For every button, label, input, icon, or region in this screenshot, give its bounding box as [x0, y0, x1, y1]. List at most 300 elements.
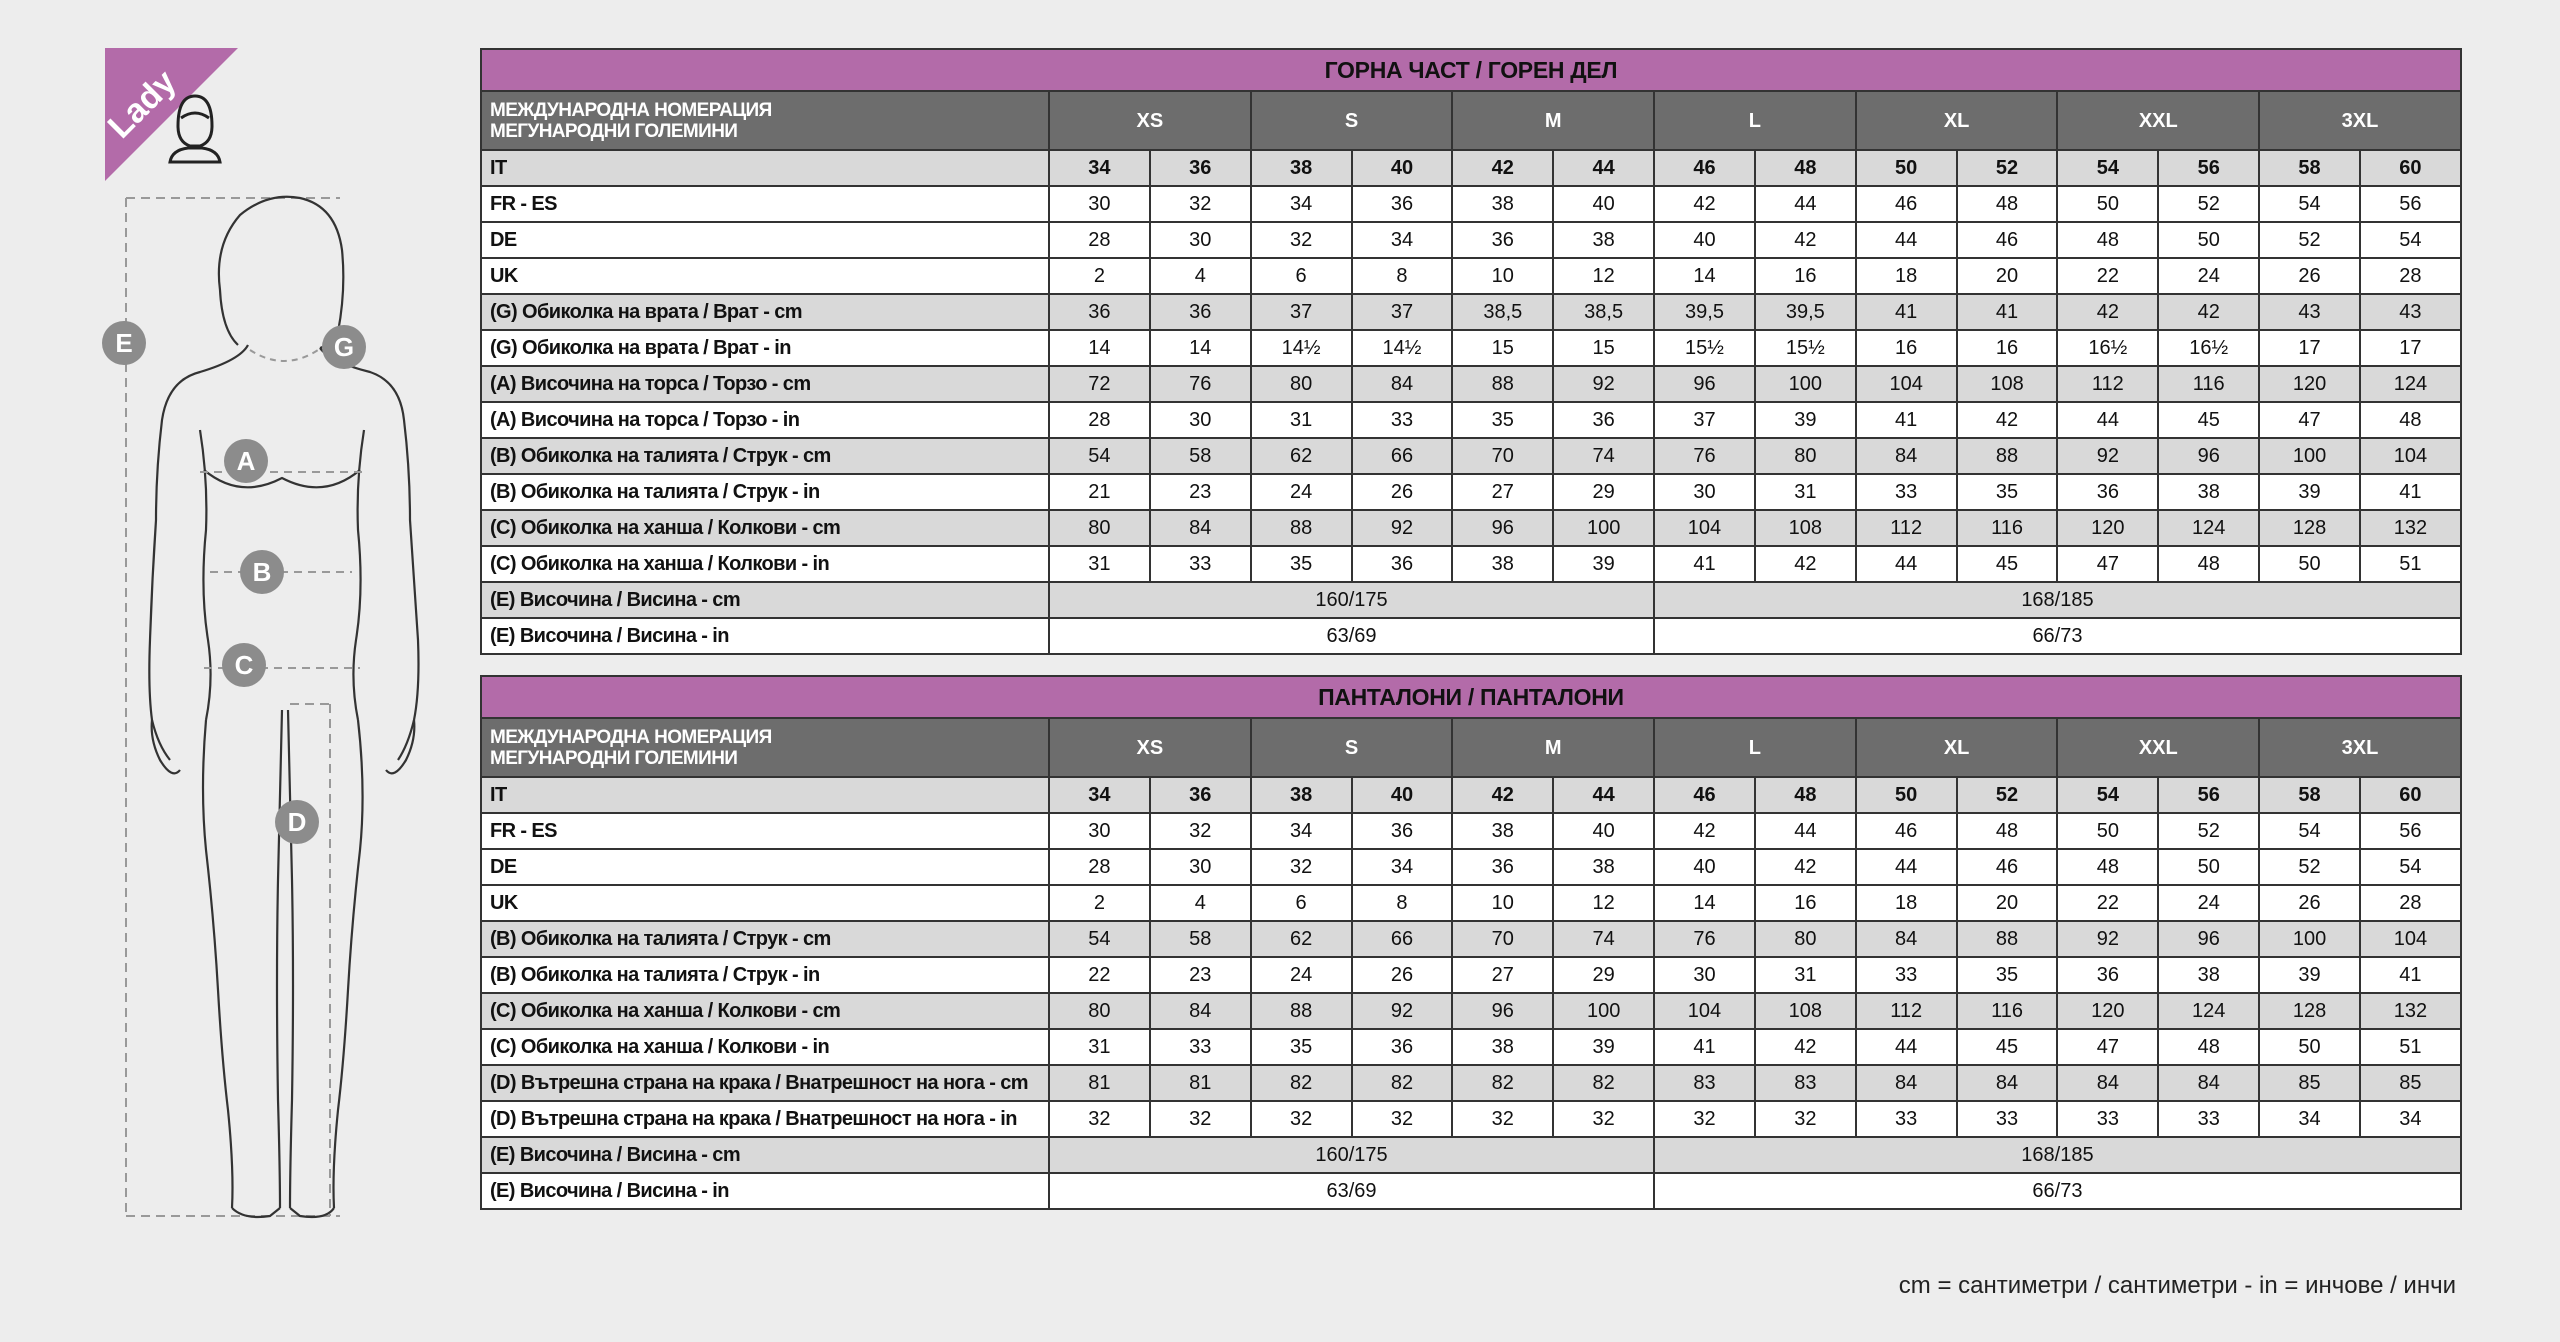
- table-cell: 2: [1049, 258, 1150, 294]
- size-tables: [480, 48, 2460, 1210]
- table-cell: 36: [1352, 186, 1453, 222]
- table-cell: 26: [1352, 957, 1453, 993]
- table-row: [481, 294, 2461, 330]
- table-cell: 81: [1150, 1065, 1251, 1101]
- table-cell: 66/73: [1654, 1173, 2461, 1209]
- table-cell: 104: [1654, 993, 1755, 1029]
- table-cell: 28: [1049, 222, 1150, 258]
- row-label: (A) Височина на торса / Торзо - in: [481, 402, 1049, 438]
- table-cell: 14½: [1251, 330, 1352, 366]
- table-cell: 14: [1150, 330, 1251, 366]
- table-row: [481, 1065, 2461, 1101]
- svg-text:D: D: [287, 807, 307, 837]
- table-cell: 108: [1957, 366, 2058, 402]
- table-cell: 52: [1957, 150, 2058, 186]
- table-cell: 38: [1553, 849, 1654, 885]
- table-cell: 56: [2158, 150, 2259, 186]
- size-xxl: XXL: [2057, 718, 2259, 777]
- table-cell: 15½: [1654, 330, 1755, 366]
- table-cell: 83: [1755, 1065, 1856, 1101]
- table-cell: 14: [1654, 258, 1755, 294]
- row-label: (E) Височина / Висина - in: [481, 1173, 1049, 1209]
- table-cell: 63/69: [1049, 1173, 1654, 1209]
- table-row: [481, 1137, 2461, 1173]
- table-row: [481, 813, 2461, 849]
- size-s: S: [1251, 718, 1453, 777]
- table-cell: 80: [1251, 366, 1352, 402]
- table-cell: 160/175: [1049, 582, 1654, 618]
- table-cell: 38: [2158, 474, 2259, 510]
- row-label: (C) Обиколка на ханша / Колкови - cm: [481, 993, 1049, 1029]
- table-cell: 52: [2259, 849, 2360, 885]
- table-cell: 124: [2158, 993, 2259, 1029]
- top-table-title: ГОРНА ЧАСТ / ГОРЕН ДЕЛ: [481, 49, 2461, 91]
- table-cell: 96: [1452, 510, 1553, 546]
- table-cell: 58: [1150, 438, 1251, 474]
- table-cell: 31: [1251, 402, 1352, 438]
- table-cell: 88: [1957, 438, 2058, 474]
- table-cell: 18: [1856, 258, 1957, 294]
- table-cell: 33: [2057, 1101, 2158, 1137]
- table-cell: 84: [1856, 1065, 1957, 1101]
- table-cell: 20: [1957, 258, 2058, 294]
- table-cell: 82: [1251, 1065, 1352, 1101]
- table-cell: 84: [2057, 1065, 2158, 1101]
- table-cell: 24: [1251, 474, 1352, 510]
- table-cell: 24: [2158, 258, 2259, 294]
- table-cell: 46: [1957, 222, 2058, 258]
- row-label: (C) Обиколка на ханша / Колкови - cm: [481, 510, 1049, 546]
- table-row: [481, 222, 2461, 258]
- table-cell: 62: [1251, 921, 1352, 957]
- table-cell: 32: [1654, 1101, 1755, 1137]
- table-cell: 48: [2360, 402, 2461, 438]
- table-cell: 48: [2158, 546, 2259, 582]
- table-cell: 160/175: [1049, 1137, 1654, 1173]
- table-cell: 54: [2259, 186, 2360, 222]
- table-cell: 12: [1553, 258, 1654, 294]
- body-figure: [0, 0, 460, 1337]
- table-cell: 36: [1150, 777, 1251, 813]
- table-cell: 38: [1452, 546, 1553, 582]
- table-cell: 33: [1150, 546, 1251, 582]
- svg-text:E: E: [115, 328, 133, 358]
- table-row: [481, 582, 2461, 618]
- pants-table-title: ПАНТАЛОНИ / ПАНТАЛОНИ: [481, 676, 2461, 718]
- table-cell: 96: [2158, 438, 2259, 474]
- table-cell: 36: [1049, 294, 1150, 330]
- table-cell: 16: [1957, 330, 2058, 366]
- international-sizes-label: [481, 718, 1049, 777]
- table-cell: 88: [1251, 993, 1352, 1029]
- row-label: DE: [481, 849, 1049, 885]
- table-cell: 84: [1856, 438, 1957, 474]
- table-cell: 40: [1553, 813, 1654, 849]
- table-cell: 76: [1654, 438, 1755, 474]
- table-cell: 52: [1957, 777, 2058, 813]
- table-cell: 12: [1553, 885, 1654, 921]
- table-cell: 32: [1251, 222, 1352, 258]
- table-cell: 30: [1654, 957, 1755, 993]
- table-row: [481, 957, 2461, 993]
- table-row: [481, 150, 2461, 186]
- table-cell: 36: [1352, 813, 1453, 849]
- table-cell: 116: [1957, 510, 2058, 546]
- table-cell: 34: [1251, 186, 1352, 222]
- table-cell: 50: [2259, 546, 2360, 582]
- table-cell: 70: [1452, 438, 1553, 474]
- table-cell: 38,5: [1553, 294, 1654, 330]
- table-cell: 34: [2360, 1101, 2461, 1137]
- table-cell: 45: [1957, 546, 2058, 582]
- table-row: [481, 474, 2461, 510]
- table-cell: 38: [1553, 222, 1654, 258]
- row-label: UK: [481, 258, 1049, 294]
- table-cell: 16: [1856, 330, 1957, 366]
- table-cell: 17: [2259, 330, 2360, 366]
- table-cell: 34: [2259, 1101, 2360, 1137]
- table-cell: 36: [1352, 1029, 1453, 1065]
- table-cell: 48: [2057, 849, 2158, 885]
- table-cell: 84: [1352, 366, 1453, 402]
- table-cell: 82: [1553, 1065, 1654, 1101]
- row-label: IT: [481, 777, 1049, 813]
- table-title-row: [481, 49, 2461, 91]
- table-cell: 38: [2158, 957, 2259, 993]
- table-cell: 40: [1654, 222, 1755, 258]
- row-label: IT: [481, 150, 1049, 186]
- table-cell: 37: [1352, 294, 1453, 330]
- header-label-bg: МЕЖДУНАРОДНА НОМЕРАЦИЯ: [490, 99, 772, 121]
- top-size-table: [480, 48, 2462, 655]
- table-cell: 96: [2158, 921, 2259, 957]
- row-label: (B) Обиколка на талията / Струк - cm: [481, 921, 1049, 957]
- table-cell: 48: [2158, 1029, 2259, 1065]
- table-cell: 100: [1755, 366, 1856, 402]
- table-cell: 50: [2259, 1029, 2360, 1065]
- table-row: [481, 330, 2461, 366]
- table-cell: 24: [1251, 957, 1352, 993]
- table-cell: 32: [1452, 1101, 1553, 1137]
- row-label: (D) Вътрешна страна на крака / Внатрешност на нога - in: [481, 1101, 1049, 1137]
- table-cell: 50: [2158, 222, 2259, 258]
- table-cell: 42: [1755, 222, 1856, 258]
- table-row: [481, 921, 2461, 957]
- table-row: [481, 1173, 2461, 1209]
- table-cell: 42: [1654, 186, 1755, 222]
- table-cell: 42: [1755, 1029, 1856, 1065]
- table-cell: 70: [1452, 921, 1553, 957]
- table-row: [481, 1101, 2461, 1137]
- table-cell: 15½: [1755, 330, 1856, 366]
- table-cell: 20: [1957, 885, 2058, 921]
- table-cell: 76: [1150, 366, 1251, 402]
- table-cell: 32: [1049, 1101, 1150, 1137]
- table-cell: 47: [2259, 402, 2360, 438]
- label-b-marker: [240, 550, 284, 594]
- table-cell: 43: [2259, 294, 2360, 330]
- table-cell: 168/185: [1654, 1137, 2461, 1173]
- table-cell: 6: [1251, 258, 1352, 294]
- table-cell: 58: [1150, 921, 1251, 957]
- label-e-marker: [102, 321, 146, 365]
- table-cell: 44: [1856, 849, 1957, 885]
- pants-size-table: [480, 675, 2462, 1210]
- table-cell: 48: [1755, 150, 1856, 186]
- table-cell: 30: [1049, 186, 1150, 222]
- table-cell: 42: [1755, 546, 1856, 582]
- table-cell: 36: [1150, 294, 1251, 330]
- table-cell: 16½: [2158, 330, 2259, 366]
- table-cell: 100: [2259, 438, 2360, 474]
- table-cell: 112: [2057, 366, 2158, 402]
- table-cell: 43: [2360, 294, 2461, 330]
- table-cell: 44: [1553, 150, 1654, 186]
- table-cell: 92: [2057, 921, 2158, 957]
- table-cell: 50: [2057, 186, 2158, 222]
- row-label: FR - ES: [481, 186, 1049, 222]
- table-cell: 63/69: [1049, 618, 1654, 654]
- table-cell: 23: [1150, 957, 1251, 993]
- table-cell: 54: [2259, 813, 2360, 849]
- table-cell: 54: [2360, 222, 2461, 258]
- table-cell: 88: [1452, 366, 1553, 402]
- table-cell: 84: [1150, 510, 1251, 546]
- table-cell: 104: [1654, 510, 1755, 546]
- table-cell: 31: [1755, 957, 1856, 993]
- table-cell: 104: [1856, 366, 1957, 402]
- table-cell: 66: [1352, 921, 1453, 957]
- table-cell: 80: [1049, 510, 1150, 546]
- size-xxl: XXL: [2057, 91, 2259, 150]
- row-label: (C) Обиколка на ханша / Колкови - in: [481, 546, 1049, 582]
- row-label: (B) Обиколка на талията / Струк - in: [481, 957, 1049, 993]
- table-cell: 54: [2360, 849, 2461, 885]
- label-a-marker: [224, 439, 268, 483]
- row-label: DE: [481, 222, 1049, 258]
- table-cell: 38: [1452, 1029, 1553, 1065]
- table-cell: 41: [1856, 294, 1957, 330]
- table-cell: 84: [2158, 1065, 2259, 1101]
- size-3xl: 3XL: [2259, 718, 2461, 777]
- table-cell: 36: [1352, 546, 1453, 582]
- table-cell: 92: [1352, 993, 1453, 1029]
- table-cell: 28: [2360, 885, 2461, 921]
- row-label: UK: [481, 885, 1049, 921]
- table-cell: 66: [1352, 438, 1453, 474]
- table-cell: 33: [1150, 1029, 1251, 1065]
- table-cell: 36: [1150, 150, 1251, 186]
- table-title-row: [481, 676, 2461, 718]
- table-cell: 32: [1150, 1101, 1251, 1137]
- table-cell: 22: [2057, 885, 2158, 921]
- table-cell: 38: [1251, 777, 1352, 813]
- table-cell: 21: [1049, 474, 1150, 510]
- table-cell: 38: [1452, 186, 1553, 222]
- table-cell: 96: [1452, 993, 1553, 1029]
- table-cell: 30: [1150, 849, 1251, 885]
- table-cell: 4: [1150, 885, 1251, 921]
- table-cell: 58: [2259, 777, 2360, 813]
- table-cell: 76: [1654, 921, 1755, 957]
- table-cell: 60: [2360, 150, 2461, 186]
- table-cell: 32: [1251, 1101, 1352, 1137]
- table-cell: 30: [1654, 474, 1755, 510]
- table-cell: 41: [1856, 402, 1957, 438]
- top-table-body: [481, 150, 2461, 582]
- table-cell: 33: [2158, 1101, 2259, 1137]
- table-cell: 23: [1150, 474, 1251, 510]
- table-cell: 92: [1553, 366, 1654, 402]
- silhouette-illustration: [0, 0, 460, 1337]
- table-cell: 29: [1553, 474, 1654, 510]
- table-cell: 44: [1755, 813, 1856, 849]
- row-label: (G) Обиколка на врата / Врат - in: [481, 330, 1049, 366]
- table-cell: 42: [1654, 813, 1755, 849]
- table-cell: 96: [1654, 366, 1755, 402]
- svg-text:A: A: [236, 446, 256, 476]
- header-label-mk: МЕГУНАРОДНИ ГОЛЕМИНИ: [490, 120, 738, 142]
- table-cell: 44: [2057, 402, 2158, 438]
- table-cell: 54: [1049, 438, 1150, 474]
- table-cell: 104: [2360, 921, 2461, 957]
- table-cell: 128: [2259, 993, 2360, 1029]
- table-cell: 33: [1856, 957, 1957, 993]
- table-cell: 46: [1654, 150, 1755, 186]
- table-cell: 16: [1755, 885, 1856, 921]
- table-cell: 84: [1856, 921, 1957, 957]
- table-cell: 44: [1856, 222, 1957, 258]
- table-cell: 124: [2360, 366, 2461, 402]
- row-label: (E) Височина / Висина - cm: [481, 1137, 1049, 1173]
- table-cell: 42: [2158, 294, 2259, 330]
- table-cell: 85: [2259, 1065, 2360, 1101]
- table-cell: 36: [2057, 957, 2158, 993]
- table-row: [481, 777, 2461, 813]
- table-cell: 132: [2360, 993, 2461, 1029]
- table-cell: 32: [1553, 1101, 1654, 1137]
- table-cell: 42: [1452, 777, 1553, 813]
- table-row: [481, 186, 2461, 222]
- table-cell: 24: [2158, 885, 2259, 921]
- size-header-row: [481, 718, 2461, 777]
- table-cell: 44: [1755, 186, 1856, 222]
- table-cell: 41: [1957, 294, 2058, 330]
- table-cell: 85: [2360, 1065, 2461, 1101]
- table-cell: 15: [1452, 330, 1553, 366]
- table-cell: 38: [1452, 813, 1553, 849]
- table-cell: 46: [1654, 777, 1755, 813]
- table-cell: 128: [2259, 510, 2360, 546]
- table-cell: 10: [1452, 885, 1553, 921]
- row-label: (G) Обиколка на врата / Врат - cm: [481, 294, 1049, 330]
- table-cell: 39: [1755, 402, 1856, 438]
- table-cell: 27: [1452, 957, 1553, 993]
- table-cell: 74: [1553, 438, 1654, 474]
- table-cell: 39: [1553, 1029, 1654, 1065]
- table-cell: 33: [1856, 474, 1957, 510]
- table-cell: 33: [1957, 1101, 2058, 1137]
- table-cell: 52: [2158, 186, 2259, 222]
- table-cell: 88: [1251, 510, 1352, 546]
- lady-badge-text: Lady: [100, 62, 184, 146]
- table-cell: 92: [2057, 438, 2158, 474]
- table-cell: 15: [1553, 330, 1654, 366]
- table-cell: 48: [1755, 777, 1856, 813]
- table-cell: 56: [2158, 777, 2259, 813]
- table-cell: 72: [1049, 366, 1150, 402]
- row-label: (D) Вътрешна страна на крака / Внатрешност на нога - cm: [481, 1065, 1049, 1101]
- table-cell: 46: [1856, 186, 1957, 222]
- table-cell: 32: [1251, 849, 1352, 885]
- table-cell: 50: [1856, 777, 1957, 813]
- table-cell: 22: [1049, 957, 1150, 993]
- table-cell: 100: [1553, 993, 1654, 1029]
- table-row: [481, 1029, 2461, 1065]
- table-cell: 32: [1150, 186, 1251, 222]
- table-cell: 39: [2259, 957, 2360, 993]
- table-cell: 41: [1654, 546, 1755, 582]
- table-row: [481, 402, 2461, 438]
- table-cell: 48: [1957, 813, 2058, 849]
- table-cell: 42: [1957, 402, 2058, 438]
- table-cell: 14: [1049, 330, 1150, 366]
- table-cell: 88: [1957, 921, 2058, 957]
- table-cell: 40: [1352, 777, 1453, 813]
- table-cell: 8: [1352, 258, 1453, 294]
- table-cell: 47: [2057, 546, 2158, 582]
- table-cell: 31: [1049, 546, 1150, 582]
- label-d-marker: [275, 800, 319, 844]
- table-cell: 32: [1352, 1101, 1453, 1137]
- size-3xl: 3XL: [2259, 91, 2461, 150]
- table-cell: 54: [1049, 921, 1150, 957]
- table-cell: 28: [1049, 849, 1150, 885]
- table-cell: 30: [1049, 813, 1150, 849]
- table-cell: 92: [1352, 510, 1453, 546]
- table-cell: 56: [2360, 186, 2461, 222]
- table-cell: 2: [1049, 885, 1150, 921]
- header-label-bg: МЕЖДУНАРОДНА НОМЕРАЦИЯ: [490, 726, 772, 748]
- table-cell: 48: [2057, 222, 2158, 258]
- table-cell: 62: [1251, 438, 1352, 474]
- table-cell: 100: [2259, 921, 2360, 957]
- table-cell: 36: [2057, 474, 2158, 510]
- size-m: M: [1452, 718, 1654, 777]
- table-cell: 35: [1251, 546, 1352, 582]
- table-cell: 82: [1452, 1065, 1553, 1101]
- table-cell: 47: [2057, 1029, 2158, 1065]
- table-row: [481, 618, 2461, 654]
- size-m: M: [1452, 91, 1654, 150]
- table-cell: 31: [1049, 1029, 1150, 1065]
- table-cell: 80: [1755, 921, 1856, 957]
- table-cell: 168/185: [1654, 582, 2461, 618]
- table-cell: 17: [2360, 330, 2461, 366]
- table-cell: 38,5: [1452, 294, 1553, 330]
- table-cell: 26: [2259, 885, 2360, 921]
- table-cell: 14½: [1352, 330, 1453, 366]
- table-cell: 30: [1150, 222, 1251, 258]
- table-cell: 39,5: [1654, 294, 1755, 330]
- table-cell: 10: [1452, 258, 1553, 294]
- table-cell: 36: [1452, 222, 1553, 258]
- table-cell: 74: [1553, 921, 1654, 957]
- table-cell: 40: [1553, 186, 1654, 222]
- table-cell: 18: [1856, 885, 1957, 921]
- table-cell: 26: [2259, 258, 2360, 294]
- row-label: (E) Височина / Висина - in: [481, 618, 1049, 654]
